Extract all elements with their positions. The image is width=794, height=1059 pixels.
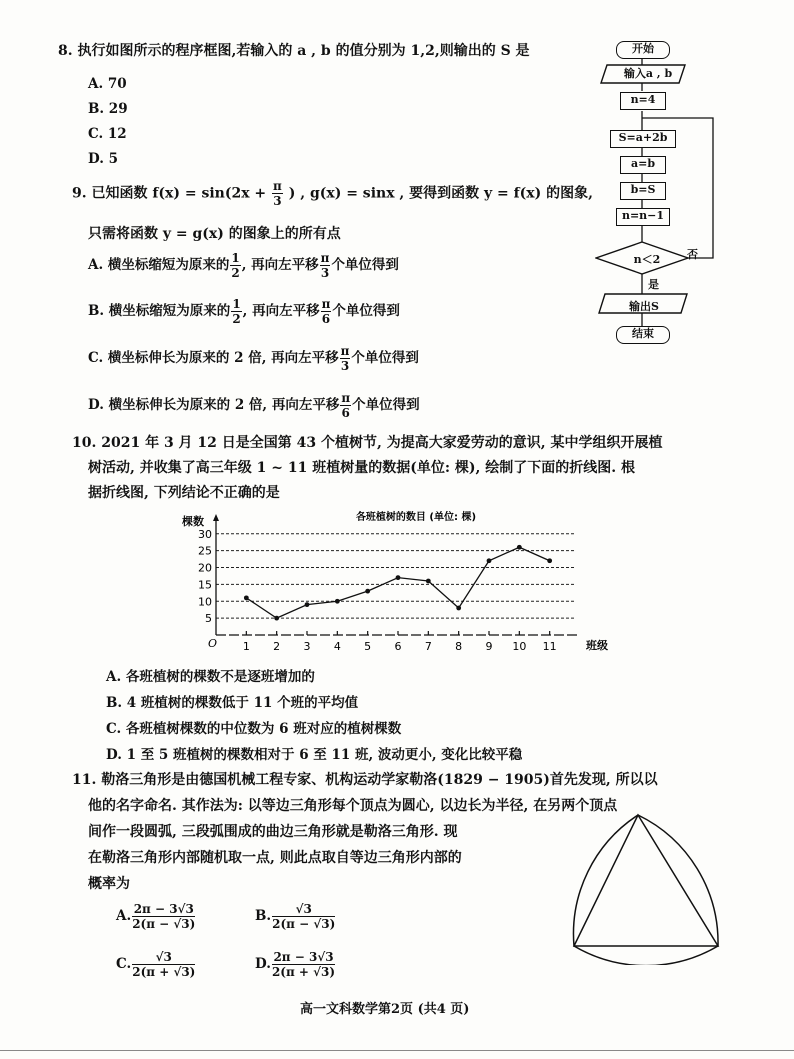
q8-stem: 8. 执行如图所示的程序框图,若输入的 a , b 的值分别为 1,2,则输出的 S 是: [58, 43, 530, 59]
flowchart-a-assign: a=b: [620, 156, 666, 174]
q9-option-b-frac1: [231, 298, 241, 325]
q9-option-b-post: 个单位得到: [332, 303, 400, 319]
q9-option-a-frac2-num: π: [320, 251, 330, 265]
q11-option-c-label: C.: [116, 956, 132, 972]
chart-series: [244, 545, 552, 621]
q9-stem-suffix: ) , g(x) = sinx , 要得到函数 y = f(x) 的图象,: [288, 185, 594, 202]
q11-option-b-num: √3: [272, 903, 335, 917]
chart-x-tick-label: 7: [424, 640, 432, 653]
q9-option-b-frac2: [321, 298, 332, 325]
q9-option-b-mid: , 再向左平移: [242, 303, 320, 319]
chart-x-axis-label: 班级: [586, 639, 608, 652]
chart-data-point-class-7: [426, 579, 431, 584]
page-bottom-rule: [0, 1050, 794, 1051]
q9-option-b-pre: B. 横坐标缩短为原来的: [88, 303, 231, 319]
chart-origin-label: O: [208, 637, 218, 650]
q9-option-b: [88, 298, 400, 325]
q9-option-d-frac: [340, 392, 351, 419]
flowchart-n-decrement: n=n−1: [616, 208, 670, 226]
chart-y-axis-arrow: [213, 514, 219, 521]
q10-stem-line3: 据折线图, 下列结论不正确的是: [88, 485, 280, 501]
q11-stem-line1: 11. 勒洛三角形是由德国机械工程专家、机构运动学家勒洛(1829 − 1905)首先发现, 所以以: [72, 772, 658, 788]
chart-x-tick-label: 11: [542, 640, 557, 653]
q11-option-c-frac: [132, 951, 195, 978]
q9-option-d: [88, 392, 420, 419]
q10-option-b: B. 4 班植树的棵数低于 11 个班的平均值: [106, 695, 359, 711]
q9-option-b-frac1-num: 1: [232, 297, 241, 311]
q9-option-b-frac1-den: 2: [232, 312, 241, 326]
q11-option-b-label: B.: [255, 908, 272, 924]
flowchart-s-assign: S=a+2b: [610, 130, 676, 148]
chart-x-tick-label: 6: [394, 640, 402, 653]
q11-stem-line3: 间作一段圆弧, 三段弧围成的曲边三角形就是勒洛三角形. 现: [88, 824, 458, 840]
chart-x-tick-label: 9: [485, 640, 493, 653]
q11-option-d-label: D.: [255, 956, 271, 972]
q11-option-d-num: 2π − 3√3: [273, 950, 334, 964]
chart-data-point-class-5: [365, 589, 370, 594]
q9-stem: [72, 180, 593, 207]
chart-x-tick-label: 4: [333, 640, 341, 653]
q11-option-a-den: 2(π − √3): [132, 917, 196, 931]
chart-data-point-class-8: [456, 606, 461, 611]
q9-option-d-frac-den: 6: [341, 406, 350, 420]
q11-option-a: [116, 903, 196, 930]
q9-option-d-frac-num: π: [341, 391, 351, 405]
chart-y-axis-label: 棵数: [182, 515, 204, 528]
chart-y-tick-label: 15: [198, 578, 212, 592]
q11-stem-line4: 在勒洛三角形内部随机取一点, 则此点取自等边三角形内部的: [88, 850, 462, 866]
q9-option-c-pre: C. 横坐标伸长为原来的 2 倍, 再向左平移: [88, 350, 339, 366]
q11-option-b-frac: [272, 903, 335, 930]
chart-data-point-class-3: [305, 602, 310, 607]
q9-option-a-frac1: [230, 252, 240, 279]
chart-x-tick-label: 1: [242, 640, 250, 653]
chart-y-ticks: [198, 528, 212, 625]
flowchart-end: 结束: [616, 326, 670, 344]
q10-stem-line2: 树活动, 并收集了高三年级 1 ~ 11 班植树量的数据(单位: 棵), 绘制了下面的折线图. 根: [88, 460, 635, 476]
q9-option-c-post: 个单位得到: [351, 350, 419, 366]
q9-option-a-frac2: [320, 252, 331, 279]
chart-x-tick-label: 5: [364, 640, 372, 653]
flowchart-output: 输出S: [629, 300, 659, 313]
q9-option-a-frac2-den: 3: [320, 266, 330, 280]
chart-title: 各班植树的数目 (单位: 棵): [355, 512, 477, 523]
q9-option-a-frac1-num: 1: [231, 251, 240, 265]
chart-data-point-class-4: [335, 599, 340, 604]
chart-axes: [213, 514, 580, 635]
q8-option-d: D. 5: [88, 151, 119, 167]
q9-stem-fraction-num: π: [273, 179, 282, 193]
q9-option-a: [88, 252, 399, 279]
flowchart-no-label: 否: [687, 248, 698, 261]
chart-y-tick-label: 10: [198, 595, 212, 609]
q9-stem-line2: 只需将函数 y = g(x) 的图象上的所有点: [88, 226, 341, 242]
q11-option-c-den: 2(π + √3): [132, 965, 196, 979]
chart-x-tick-label: 3: [303, 640, 311, 653]
chart-x-tick-label: 10: [512, 640, 527, 653]
q9-option-c-frac-num: π: [340, 344, 350, 358]
q11-option-a-label: A.: [116, 908, 132, 924]
q11-stem-line5: 概率为: [88, 876, 130, 892]
q9-option-d-pre: D. 横坐标伸长为原来的 2 倍, 再向左平移: [88, 397, 340, 413]
q11-option-a-num: 2π − 3√3: [133, 902, 194, 916]
q9-option-b-frac2-num: π: [321, 297, 331, 311]
chart-data-point-class-10: [517, 545, 522, 550]
q8-option-c: C. 12: [88, 126, 127, 142]
flowchart-n-init: n=4: [620, 92, 666, 110]
equilateral-triangle: [574, 815, 718, 946]
chart-data-point-class-2: [274, 616, 279, 621]
q10-option-a: A. 各班植树的棵数不是逐班增加的: [106, 669, 315, 685]
q9-option-a-frac1-den: 2: [231, 266, 240, 280]
q10-stem-line1: 10. 2021 年 3 月 12 日是全国第 43 个植树节, 为提高大家爱劳动的意识, 某中学组织开展植: [72, 435, 663, 451]
q10-option-d: D. 1 至 5 班植树的棵数相对于 6 至 11 班, 波动更小, 变化比较平稳: [106, 747, 523, 763]
q9-stem-fraction: [272, 180, 283, 207]
chart-x-tick-label: 2: [273, 640, 281, 653]
flowchart-start: 开始: [616, 41, 670, 59]
q11-option-a-frac: [132, 903, 195, 930]
chart-series-line: [246, 547, 549, 618]
q11-option-d-den: 2(π + √3): [271, 965, 336, 979]
reuleaux-triangle-figure: [560, 805, 745, 965]
q9-option-a-mid: , 再向左平移: [241, 257, 319, 273]
chart-y-tick-label: 25: [198, 544, 212, 558]
chart-x-tick-label: 8: [455, 640, 463, 653]
q11-option-b-den: 2(π − √3): [272, 917, 336, 931]
q8-option-a: A. 70: [88, 76, 127, 92]
flowchart-yes-label: 是: [648, 278, 659, 291]
tree-planting-chart: [170, 505, 630, 660]
page-footer: 高一文科数学第2页 (共4 页): [300, 1002, 470, 1017]
q8-option-b: B. 29: [88, 101, 128, 117]
flowchart-input: 输入a , b: [623, 67, 673, 80]
chart-y-tick-label: 20: [198, 561, 212, 575]
q11-option-d-frac: [272, 951, 335, 978]
q9-option-c-frac: [340, 345, 351, 372]
reuleaux-triangle-outline: [573, 815, 718, 965]
chart-y-tick-label: 30: [198, 527, 212, 541]
q11-option-c: [116, 951, 196, 978]
q9-stem-prefix: 9. 已知函数 f(x) = sin(2x +: [72, 185, 267, 202]
q9-stem-fraction-den: 3: [273, 194, 282, 208]
q11-option-b: [255, 903, 336, 930]
flowchart-condition: n＜2: [633, 253, 661, 266]
chart-data-point-class-1: [244, 595, 249, 600]
q11-option-d: [255, 951, 336, 978]
q11-stem-line2: 他的名字命名. 其作法为: 以等边三角形每个顶点为圆心, 以边长为半径, 在另两个顶点: [88, 798, 618, 814]
q9-option-c: [88, 345, 419, 372]
q11-option-c-num: √3: [132, 951, 195, 965]
q9-option-b-frac2-den: 6: [321, 312, 331, 326]
chart-x-ticks: [243, 631, 557, 653]
chart-data-point-class-11: [547, 558, 552, 563]
q9-option-d-post: 个单位得到: [352, 397, 420, 413]
q9-option-a-pre: A. 横坐标缩短为原来的: [88, 257, 230, 273]
q10-option-c: C. 各班植树棵数的中位数为 6 班对应的植树棵数: [106, 721, 402, 737]
flowchart-b-assign: b=S: [620, 182, 666, 200]
q9-option-c-frac-den: 3: [340, 359, 350, 373]
chart-y-tick-label: 5: [205, 612, 212, 626]
chart-data-point-class-6: [396, 575, 401, 580]
q9-option-a-post: 个单位得到: [331, 257, 399, 273]
chart-data-point-class-9: [487, 558, 492, 563]
